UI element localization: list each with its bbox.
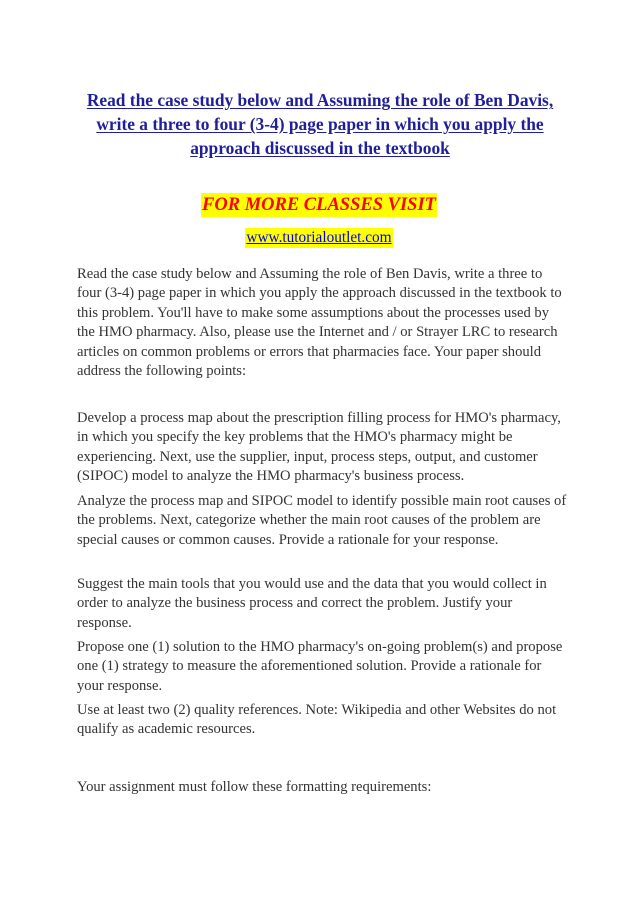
promo-banner-row — [0, 193, 638, 217]
point-process-map: Develop a process map about the prescription filling process for HMO's pharmacy, in which you specify the key problems that the HMO's pharmacy might be experiencing. Next, use the supplier, input, process steps, output, and customer (SIPOC) model to analyze the HMO pharmacy's business process. — [77, 410, 561, 485]
intro-paragraph: Read the case study below and Assuming the role of Ben Davis, write a three to four (3-4) page paper in which you apply the approach discussed in the textbook to this problem. You'll have to make some assumptions about the processes used by the HMO pharmacy. Also, please use the Internet and / or Strayer LRC to research articles on common problems or errors that pharmacies face. Your paper should address the following points: — [77, 266, 562, 380]
point-tools-data: Suggest the main tools that you would use and the data that you would collect in order to analyze the business process and correct the problem. Justify your response. — [77, 576, 547, 631]
promo-link-row — [0, 228, 638, 248]
formatting-requirements-heading: Your assignment must follow these formatting requirements: — [77, 779, 432, 795]
point-references: Use at least two (2) quality references. Note: Wikipedia and other Websites do not qualify as academic resources. — [77, 702, 557, 738]
tutorial-outlet-link[interactable]: www.tutorialoutlet.com — [246, 229, 392, 246]
point-root-causes: Analyze the process map and SIPOC model to identify possible main root causes of the problems. Next, categorize whether the main root causes of the problem are special causes or common causes. Provide a rationale for your response. — [77, 493, 567, 548]
point-solution-strategy: Propose one (1) solution to the HMO pharmacy's on-going problem(s) and propose one (1) strategy to measure the aforementioned solution. Provide a rationale for your response. — [77, 639, 563, 694]
promo-banner: FOR MORE CLASSES VISIT — [202, 195, 436, 215]
document-title: Read the case study below and Assuming the role of Ben Davis, write a three to four (3-4) page paper in which you apply the approach discussed in the textbook — [86, 90, 554, 158]
